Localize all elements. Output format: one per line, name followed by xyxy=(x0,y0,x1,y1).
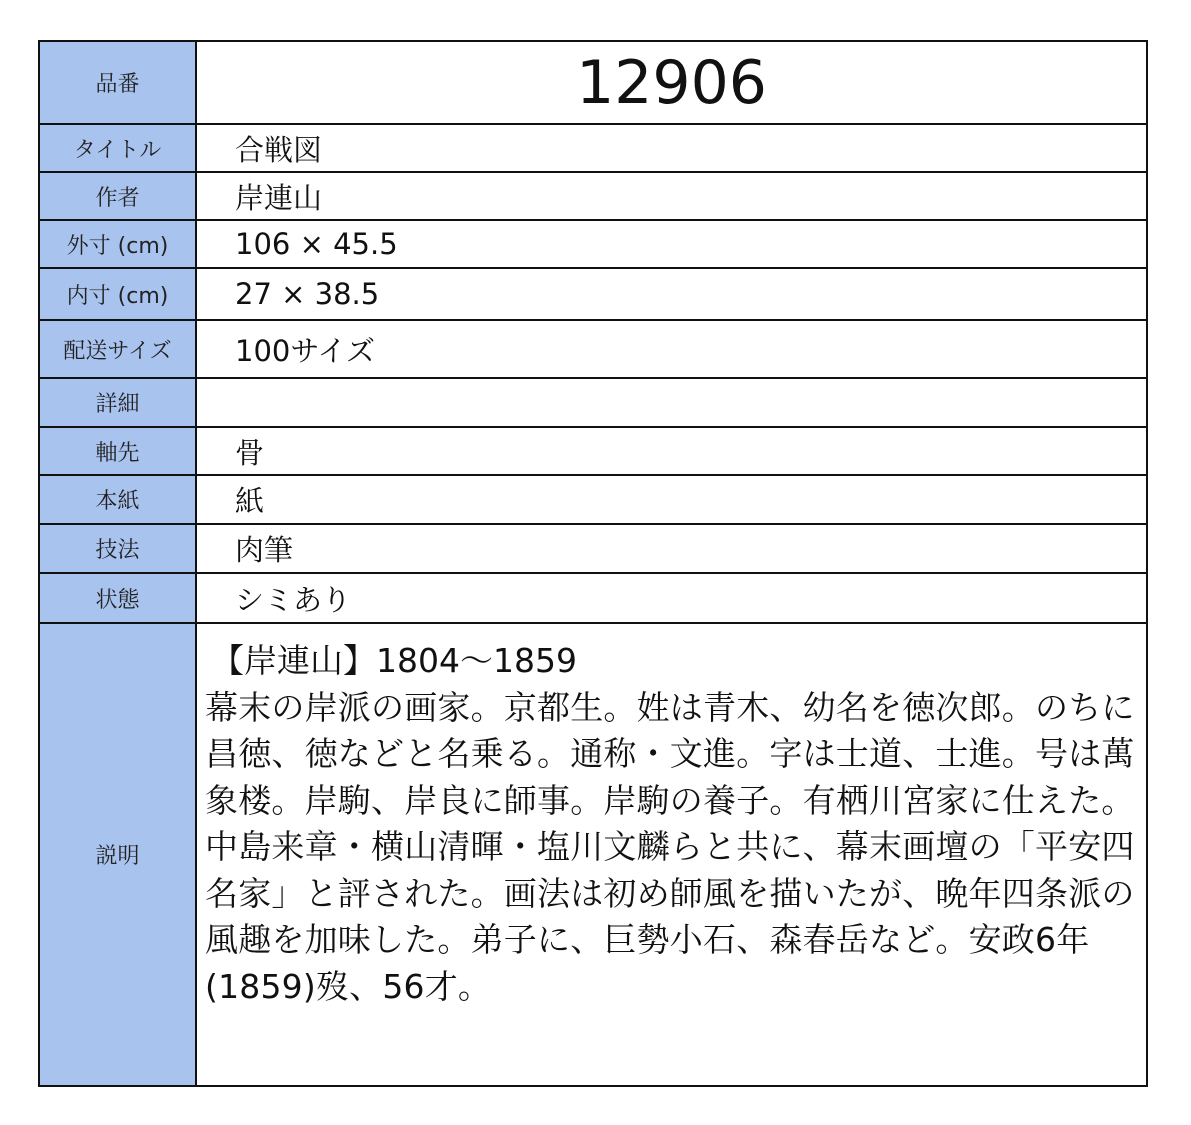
shipping-size-value: 100サイズ xyxy=(235,333,376,368)
row-shipping-size xyxy=(40,321,1146,377)
item-spec-table xyxy=(38,40,1148,1087)
row-inner-size xyxy=(40,269,1146,319)
description-text xyxy=(197,624,1146,1085)
condition-label: 状態 xyxy=(40,574,197,622)
title-value: 合戦図 xyxy=(235,132,323,167)
artist-label: 作者 xyxy=(40,173,197,219)
condition-value: シミあり xyxy=(235,582,352,617)
row-title xyxy=(40,125,1146,171)
row-details xyxy=(40,379,1146,426)
item-number-value: 12906 xyxy=(576,47,767,118)
row-artist xyxy=(40,173,1146,219)
row-outer-size xyxy=(40,221,1146,267)
inner-size-label: 内寸 (cm) xyxy=(40,269,197,319)
base-material-label: 本紙 xyxy=(40,476,197,523)
title-label: タイトル xyxy=(40,125,197,171)
shipping-size-label: 配送サイズ xyxy=(40,321,197,377)
roller-ends-value: 骨 xyxy=(235,435,265,470)
base-material-value: 紙 xyxy=(235,484,265,518)
outer-size-label: 外寸 (cm) xyxy=(40,221,197,267)
row-technique xyxy=(40,525,1146,572)
description-body: 幕末の岸派の画家。京都生。姓は青木、幼名を徳次郎。のちに昌徳、徳などと名乗る。通称・文進。字は士道、士進。号は萬象楼。岸駒、岸良に師事。岸駒の養子。有栖川宮家に仕えた。中島来章・横山清暉・塩川文麟らと共に、幕末画壇の「平安四名家」と評された。画法は初め師風を描いたが、晩年四条派の風趣を加味した。弟子に、巨勢小石、森春岳など。安政6年(1859)歿、56才。 xyxy=(205,687,1135,1006)
item-number-label: 品番 xyxy=(40,42,197,123)
row-condition xyxy=(40,574,1146,622)
description-heading: 【岸連山】1804〜1859 xyxy=(211,641,577,680)
artist-value: 岸連山 xyxy=(235,180,323,215)
description-label: 説明 xyxy=(40,624,197,1085)
inner-size-value: 27 × 38.5 xyxy=(235,277,380,311)
row-roller-ends xyxy=(40,428,1146,474)
details-label: 詳細 xyxy=(40,379,197,426)
row-description xyxy=(40,624,1146,1085)
outer-size-value: 106 × 45.5 xyxy=(235,227,398,261)
row-item-number xyxy=(40,42,1146,123)
details-value xyxy=(197,379,1146,426)
row-base-material xyxy=(40,476,1146,523)
technique-label: 技法 xyxy=(40,525,197,572)
roller-ends-label: 軸先 xyxy=(40,428,197,474)
technique-value: 肉筆 xyxy=(235,533,294,567)
